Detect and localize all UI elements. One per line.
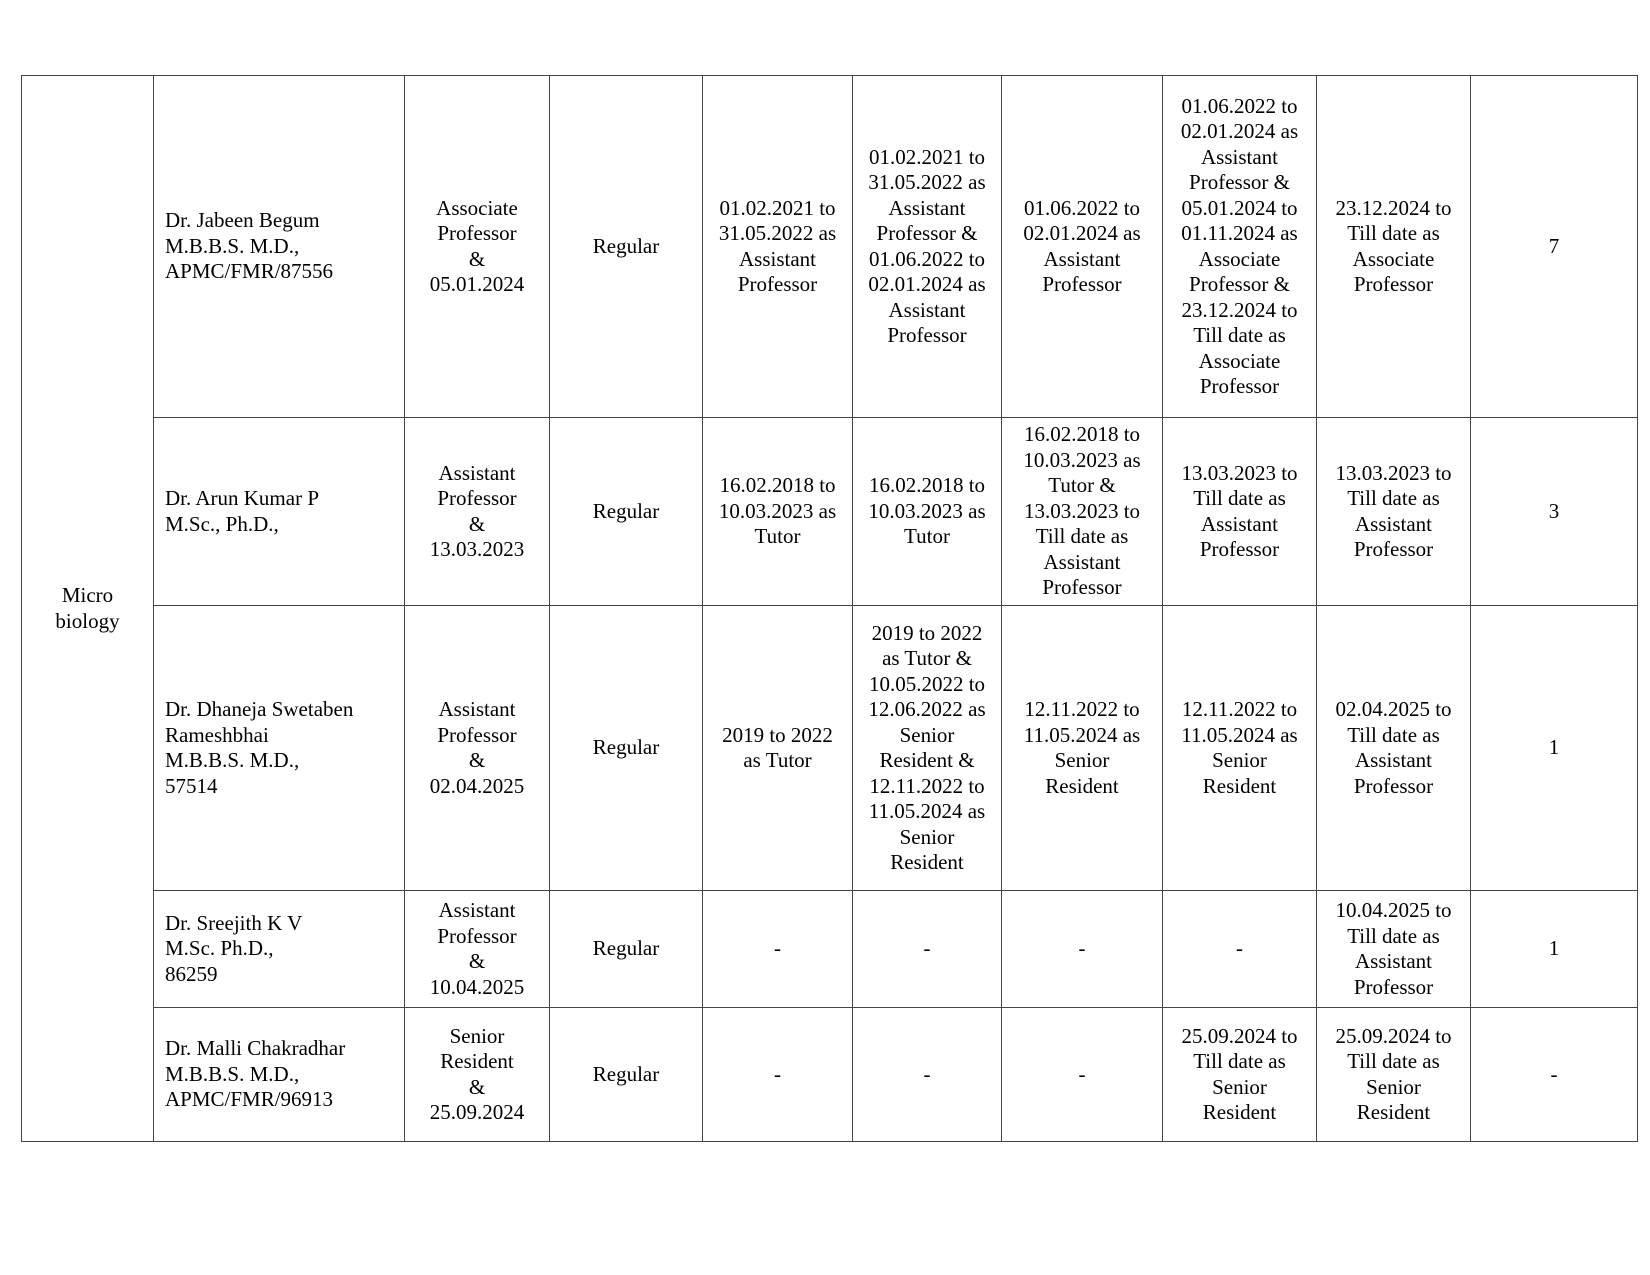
- nature-cell: Regular: [550, 76, 703, 418]
- experience-cell: 23.12.2024 to Till date as Associate Professor: [1317, 76, 1471, 418]
- table-row: [22, 76, 1638, 418]
- nature-cell: Regular: [550, 1008, 703, 1142]
- table-row: [22, 606, 1638, 891]
- table-row: [22, 1008, 1638, 1142]
- experience-cell: 2019 to 2022 as Tutor & 10.05.2022 to 12.06.2022 as Senior Resident & 12.11.2022 to 11.05.2024 as Senior Resident: [853, 606, 1002, 891]
- table-row: [22, 418, 1638, 606]
- faculty-name-cell: Dr. Arun Kumar P M.Sc., Ph.D.,: [154, 418, 405, 606]
- experience-cell: 16.02.2018 to 10.03.2023 as Tutor: [853, 418, 1002, 606]
- count-cell: -: [1471, 1008, 1638, 1142]
- table-row: [22, 891, 1638, 1008]
- experience-cell: 01.02.2021 to 31.05.2022 as Assistant Professor: [703, 76, 853, 418]
- experience-cell: 01.06.2022 to 02.01.2024 as Assistant Professor: [1002, 76, 1163, 418]
- experience-cell: -: [703, 1008, 853, 1142]
- experience-cell: 10.04.2025 to Till date as Assistant Professor: [1317, 891, 1471, 1008]
- experience-cell: 01.06.2022 to 02.01.2024 as Assistant Professor & 05.01.2024 to 01.11.2024 as Associate Professor & 23.12.2024 to Till date as Associate Professor: [1163, 76, 1317, 418]
- faculty-table: [21, 75, 1638, 1142]
- experience-cell: 13.03.2023 to Till date as Assistant Professor: [1163, 418, 1317, 606]
- count-cell: 1: [1471, 606, 1638, 891]
- designation-cell: Assistant Professor & 10.04.2025: [405, 891, 550, 1008]
- nature-cell: Regular: [550, 891, 703, 1008]
- experience-cell: 16.02.2018 to 10.03.2023 as Tutor & 13.03.2023 to Till date as Assistant Professor: [1002, 418, 1163, 606]
- experience-cell: -: [1002, 1008, 1163, 1142]
- experience-cell: 25.09.2024 to Till date as Senior Resident: [1163, 1008, 1317, 1142]
- nature-cell: Regular: [550, 418, 703, 606]
- designation-cell: Senior Resident & 25.09.2024: [405, 1008, 550, 1142]
- experience-cell: 25.09.2024 to Till date as Senior Resident: [1317, 1008, 1471, 1142]
- count-cell: 7: [1471, 76, 1638, 418]
- experience-cell: 13.03.2023 to Till date as Assistant Professor: [1317, 418, 1471, 606]
- count-cell: 3: [1471, 418, 1638, 606]
- experience-cell: 01.02.2021 to 31.05.2022 as Assistant Professor & 01.06.2022 to 02.01.2024 as Assistant Professor: [853, 76, 1002, 418]
- experience-cell: -: [1163, 891, 1317, 1008]
- experience-cell: 2019 to 2022 as Tutor: [703, 606, 853, 891]
- experience-cell: 16.02.2018 to 10.03.2023 as Tutor: [703, 418, 853, 606]
- experience-cell: 02.04.2025 to Till date as Assistant Professor: [1317, 606, 1471, 891]
- faculty-name-cell: Dr. Jabeen Begum M.B.B.S. M.D., APMC/FMR/87556: [154, 76, 405, 418]
- experience-cell: -: [853, 1008, 1002, 1142]
- department-cell: Micro biology: [22, 76, 154, 1142]
- designation-cell: Assistant Professor & 13.03.2023: [405, 418, 550, 606]
- faculty-name-cell: Dr. Malli Chakradhar M.B.B.S. M.D., APMC/FMR/96913: [154, 1008, 405, 1142]
- experience-cell: -: [1002, 891, 1163, 1008]
- experience-cell: -: [853, 891, 1002, 1008]
- faculty-name-cell: Dr. Dhaneja Swetaben Rameshbhai M.B.B.S. M.D., 57514: [154, 606, 405, 891]
- designation-cell: Associate Professor & 05.01.2024: [405, 76, 550, 418]
- faculty-name-cell: Dr. Sreejith K V M.Sc. Ph.D., 86259: [154, 891, 405, 1008]
- experience-cell: -: [703, 891, 853, 1008]
- experience-cell: 12.11.2022 to 11.05.2024 as Senior Resident: [1002, 606, 1163, 891]
- nature-cell: Regular: [550, 606, 703, 891]
- count-cell: 1: [1471, 891, 1638, 1008]
- experience-cell: 12.11.2022 to 11.05.2024 as Senior Resident: [1163, 606, 1317, 891]
- designation-cell: Assistant Professor & 02.04.2025: [405, 606, 550, 891]
